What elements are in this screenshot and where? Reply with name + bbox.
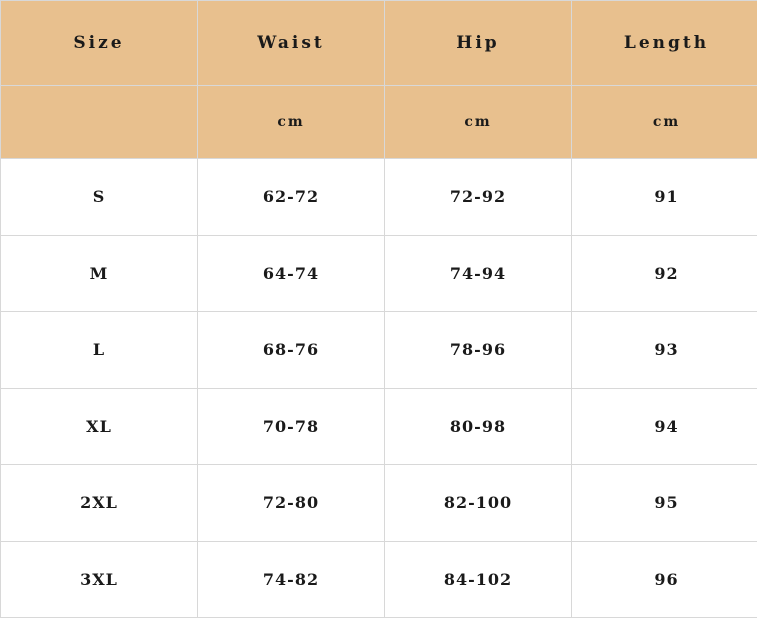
table-row (1, 235, 757, 312)
table-header-row (1, 1, 757, 86)
cell-hip: 80-98 (385, 388, 572, 465)
cell-size: L (1, 312, 198, 389)
cell-size: S (1, 159, 198, 236)
column-header-waist: Waist (198, 1, 385, 86)
column-header-hip: Hip (385, 1, 572, 86)
cell-length: 94 (572, 388, 757, 465)
table-row (1, 541, 757, 618)
cell-size: M (1, 235, 198, 312)
cell-size: XL (1, 388, 198, 465)
cell-hip: 82-100 (385, 465, 572, 542)
cell-length: 95 (572, 465, 757, 542)
column-header-size: Size (1, 1, 198, 86)
cell-hip: 74-94 (385, 235, 572, 312)
table-row (1, 312, 757, 389)
cell-length: 96 (572, 541, 757, 618)
cell-waist: 72-80 (198, 465, 385, 542)
column-header-length: Length (572, 1, 757, 86)
unit-cell-hip: cm (385, 86, 572, 159)
cell-hip: 72-92 (385, 159, 572, 236)
cell-size: 3XL (1, 541, 198, 618)
table-row (1, 465, 757, 542)
cell-waist: 62-72 (198, 159, 385, 236)
cell-hip: 78-96 (385, 312, 572, 389)
unit-cell-waist: cm (198, 86, 385, 159)
table-row (1, 388, 757, 465)
cell-length: 91 (572, 159, 757, 236)
cell-hip: 84-102 (385, 541, 572, 618)
table-unit-row (1, 86, 757, 159)
cell-size: 2XL (1, 465, 198, 542)
cell-waist: 64-74 (198, 235, 385, 312)
unit-cell-size (1, 86, 198, 159)
cell-waist: 68-76 (198, 312, 385, 389)
cell-length: 92 (572, 235, 757, 312)
cell-waist: 70-78 (198, 388, 385, 465)
table-row (1, 159, 757, 236)
unit-cell-length: cm (572, 86, 757, 159)
cell-waist: 74-82 (198, 541, 385, 618)
cell-length: 93 (572, 312, 757, 389)
